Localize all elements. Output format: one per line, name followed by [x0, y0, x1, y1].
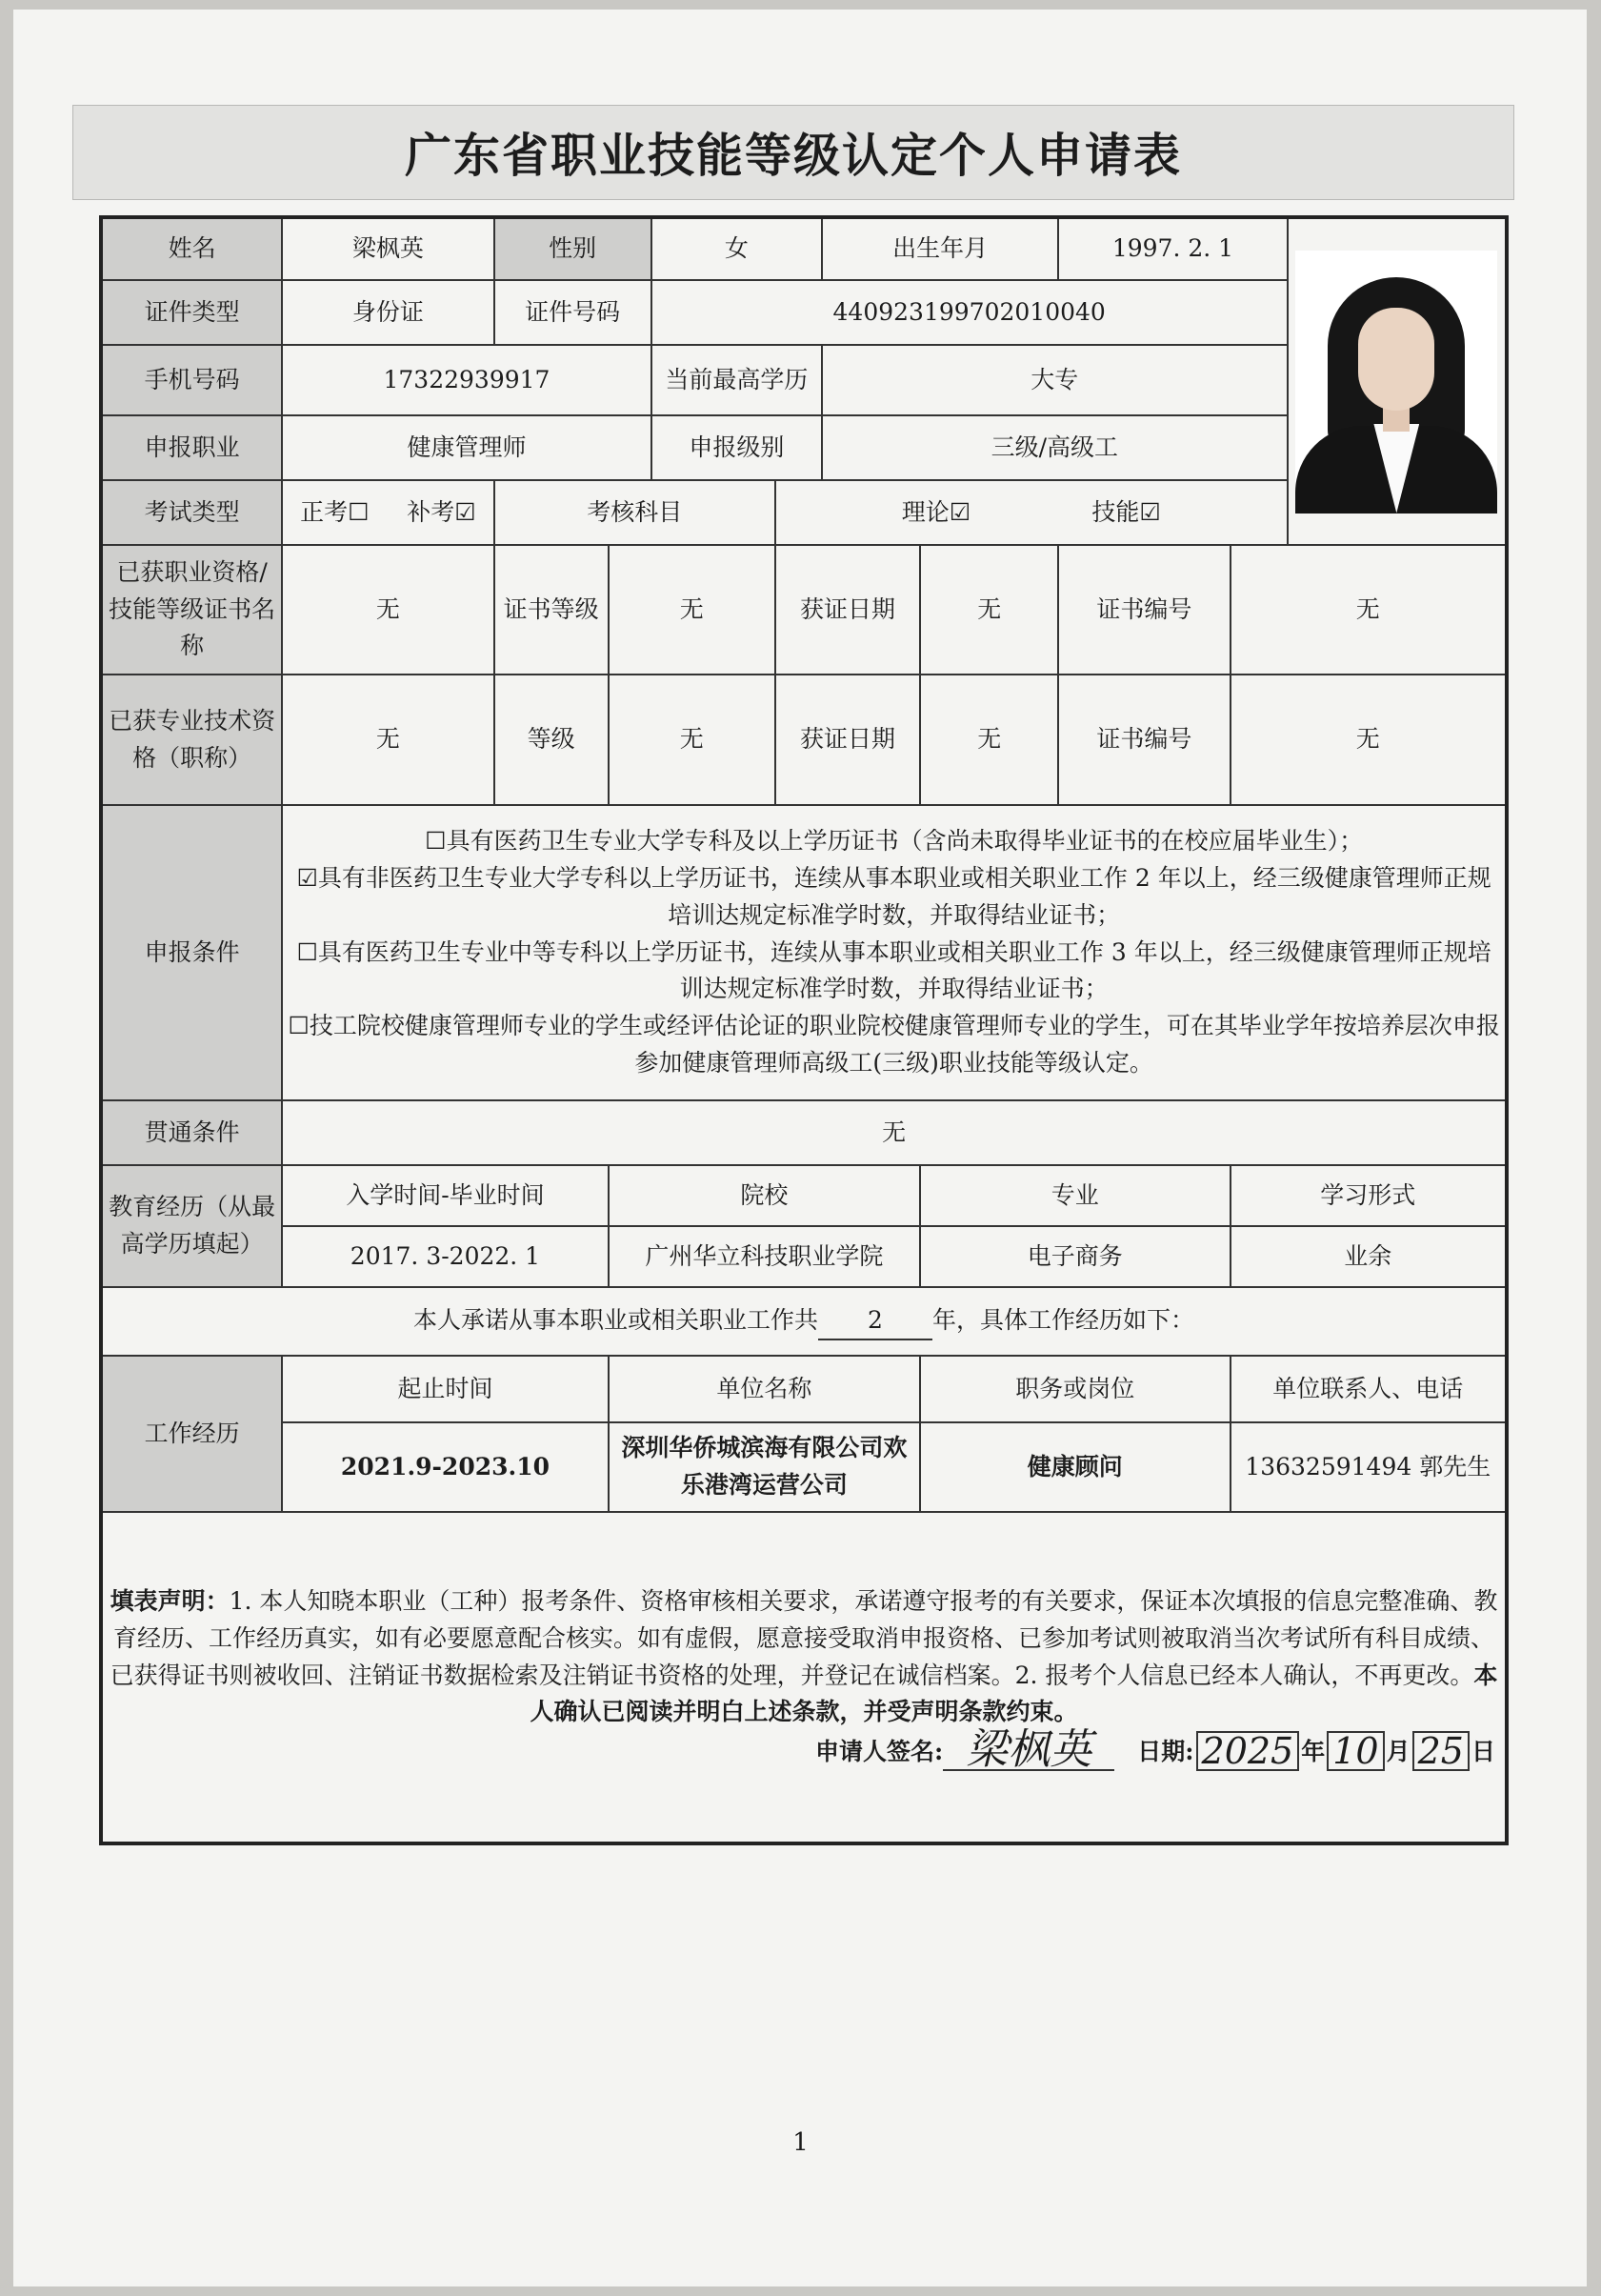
- signature-row: 申请人签名: 梁枫英 日期: 2025 年 10 月 25 日: [107, 1731, 1501, 1771]
- vocational-cert-name: 无: [282, 545, 493, 675]
- applicant-photo: [1295, 251, 1497, 514]
- work-header-position: 职务或岗位: [920, 1356, 1230, 1422]
- exam-type-label: 考试类型: [101, 480, 282, 545]
- education-header-period: 入学时间-毕业时间: [282, 1165, 608, 1226]
- work-contact: 13632591494 郭先生: [1231, 1422, 1507, 1512]
- date-day: 25: [1412, 1731, 1470, 1771]
- application-form: [99, 215, 1509, 1845]
- birth-value: 1997. 2. 1: [1058, 217, 1287, 280]
- education-major: 电子商务: [920, 1226, 1230, 1287]
- education-header-major: 专业: [920, 1165, 1230, 1226]
- form-title: 广东省职业技能等级认定个人申请表: [72, 105, 1514, 200]
- education-school: 广州华立科技职业学院: [609, 1226, 920, 1287]
- through-label: 贯通条件: [101, 1100, 282, 1165]
- vocational-cert-date: 无: [920, 545, 1058, 675]
- condition-item: ☑具有非医药卫生专业大学专科以上学历证书，连续从事本职业或相关职业工作 2 年以上，经三级健康管理师正规培训达规定标准学时数，并取得结业证书；: [296, 864, 1491, 929]
- vocational-cert-grade: 无: [609, 545, 775, 675]
- work-header-period: 起止时间: [282, 1356, 608, 1422]
- vocational-cert-no: 无: [1231, 545, 1507, 675]
- signature-label: 申请人签名:: [815, 1738, 944, 1765]
- condition-item: ☐具有医药卫生专业大学专科及以上学历证书（含尚未取得毕业证书的在校应届毕业生）；: [425, 827, 1364, 856]
- level-value: 三级/高级工: [822, 415, 1288, 480]
- page-number: 1: [792, 2128, 809, 2157]
- work-years: 2: [818, 1302, 932, 1341]
- professional-title-date-label: 获证日期: [775, 675, 920, 805]
- vocational-cert-date-label: 获证日期: [775, 545, 920, 675]
- professional-title-no-label: 证书编号: [1058, 675, 1230, 805]
- id-type-value: 身份证: [282, 280, 493, 345]
- condition-item: ☐技工院校健康管理师专业的学生或经评估论证的职业院校健康管理师专业的学生，可在其毕业学年按培养层次申报参加健康管理师高级工(三级)职业技能等级认定。: [288, 1012, 1500, 1077]
- declaration-heading: 填表声明：: [110, 1587, 230, 1615]
- education-header-mode: 学习形式: [1231, 1165, 1507, 1226]
- work-position: 健康顾问: [920, 1422, 1230, 1512]
- conditions-list: [282, 805, 1507, 1100]
- declaration-body: 1. 本人知晓本职业（工种）报考条件、资格审核相关要求，承诺遵守报考的有关要求，保证本次填报的信息完整准确、教育经历、工作经历真实，如有必要愿意配合核实。如有虚假，愿意接受取消申报资格、已参加考试则被取消当次考试所有科目成绩、已获得证书则被收回、注销证书数据检索及注销证书资格的处理，并登记在诚信档案。2. 报考个人信息已经本人确认，不再更改。: [110, 1587, 1498, 1689]
- education-label: 教育经历（从最高学历填起）: [101, 1165, 282, 1287]
- education-level-value: 大专: [822, 345, 1288, 415]
- vocational-cert-no-label: 证书编号: [1058, 545, 1230, 675]
- date-label: 日期:: [1137, 1738, 1194, 1765]
- theory-checkbox: 理论☑: [901, 497, 971, 526]
- work-promise: 本人承诺从事本职业或相关职业工作共 2 年，具体工作经历如下：: [101, 1287, 1507, 1356]
- work-label: 工作经历: [101, 1356, 282, 1512]
- work-company: 深圳华侨城滨海有限公司欢乐港湾运营公司: [609, 1422, 920, 1512]
- condition-item: ☐具有医药卫生专业中等专科以上学历证书，连续从事本职业或相关职业工作 3 年以上，经三级健康管理师正规培训达规定标准学时数，并取得结业证书；: [296, 937, 1491, 1003]
- work-header-company: 单位名称: [609, 1356, 920, 1422]
- professional-title-no: 无: [1231, 675, 1507, 805]
- birth-label: 出生年月: [822, 217, 1058, 280]
- occupation-label: 申报职业: [101, 415, 282, 480]
- professional-title-label: 已获专业技术资格（职称）: [101, 675, 282, 805]
- professional-title-name: 无: [282, 675, 493, 805]
- declaration-confirm: 本人确认已阅读并明白上述条款，并受声明条款约束。: [530, 1661, 1498, 1726]
- conditions-label: 申报条件: [101, 805, 282, 1100]
- exam-official-checkbox: 正考☐: [300, 497, 370, 526]
- work-period: 2021.9-2023.10: [282, 1422, 608, 1512]
- through-value: 无: [282, 1100, 1507, 1165]
- gender-label: 性别: [494, 217, 651, 280]
- work-header-contact: 单位联系人、电话: [1231, 1356, 1507, 1422]
- exam-makeup-checkbox: 补考☑: [407, 497, 476, 526]
- date-year: 2025: [1196, 1731, 1300, 1771]
- education-period: 2017. 3-2022. 1: [282, 1226, 608, 1287]
- applicant-signature: 梁枫英: [943, 1731, 1114, 1771]
- education-mode: 业余: [1231, 1226, 1507, 1287]
- subject-label: 考核科目: [494, 480, 775, 545]
- occupation-value: 健康管理师: [282, 415, 651, 480]
- professional-title-grade-label: 等级: [494, 675, 609, 805]
- photo-cell: [1288, 217, 1507, 545]
- phone-value: 17322939917: [282, 345, 651, 415]
- vocational-cert-grade-label: 证书等级: [494, 545, 609, 675]
- professional-title-grade: 无: [609, 675, 775, 805]
- id-type-label: 证件类型: [101, 280, 282, 345]
- name-label: 姓名: [101, 217, 282, 280]
- gender-value: 女: [651, 217, 822, 280]
- skill-checkbox: 技能☑: [1091, 497, 1161, 526]
- phone-label: 手机号码: [101, 345, 282, 415]
- vocational-cert-label: 已获职业资格/技能等级证书名称: [101, 545, 282, 675]
- professional-title-date: 无: [920, 675, 1058, 805]
- name-value: 梁枫英: [282, 217, 493, 280]
- declaration: [101, 1512, 1507, 1843]
- level-label: 申报级别: [651, 415, 822, 480]
- education-level-label: 当前最高学历: [651, 345, 822, 415]
- education-header-school: 院校: [609, 1165, 920, 1226]
- id-number-value: 440923199702010040: [651, 280, 1288, 345]
- id-number-label: 证件号码: [494, 280, 651, 345]
- date-month: 10: [1327, 1731, 1384, 1771]
